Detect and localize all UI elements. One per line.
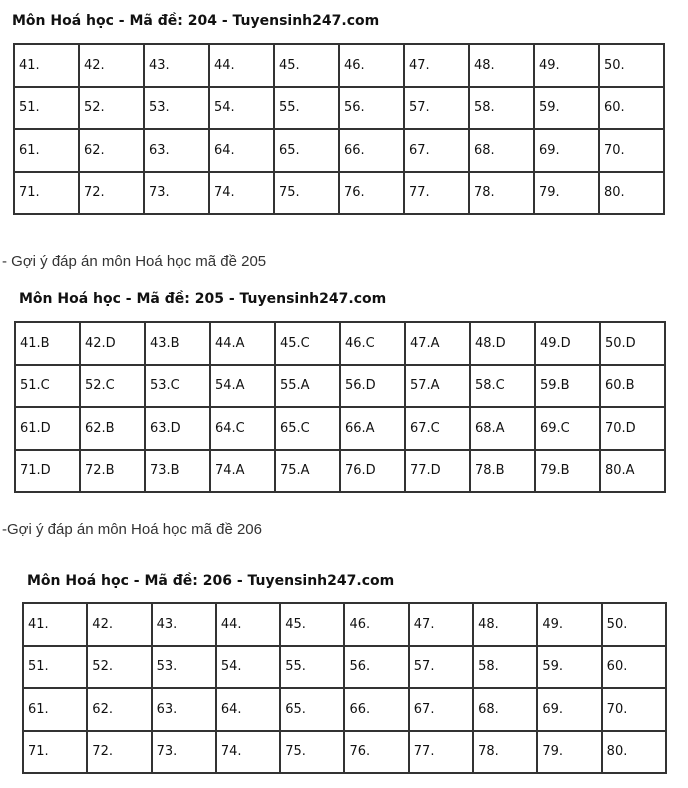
answer-cell: 49. [537, 603, 601, 646]
answer-cell: 57. [404, 87, 469, 130]
answer-cell: 59. [534, 87, 599, 130]
answer-cell: 45. [274, 44, 339, 87]
answer-cell: 75.A [275, 450, 340, 493]
table-row [15, 322, 665, 365]
answer-cell: 44.A [210, 322, 275, 365]
answer-cell: 51. [14, 87, 79, 130]
answer-cell: 47. [409, 603, 473, 646]
table-row [14, 87, 664, 130]
answer-cell: 52. [79, 87, 144, 130]
answer-cell: 79.B [535, 450, 600, 493]
table-row [15, 450, 665, 493]
answer-cell: 57. [409, 646, 473, 689]
answer-cell: 43. [144, 44, 209, 87]
answer-cell: 45. [280, 603, 344, 646]
answer-cell: 48. [473, 603, 537, 646]
answer-cell: 63. [152, 688, 216, 731]
answer-cell: 72. [79, 172, 144, 215]
answer-cell: 61.D [15, 407, 80, 450]
answer-cell: 63.D [145, 407, 210, 450]
answer-cell: 46. [339, 44, 404, 87]
answer-cell: 44. [216, 603, 280, 646]
answer-cell: 68. [473, 688, 537, 731]
answer-cell: 49.D [535, 322, 600, 365]
answer-cell: 69. [534, 129, 599, 172]
answer-cell: 74.A [210, 450, 275, 493]
answer-cell: 56. [344, 646, 408, 689]
answer-cell: 78. [469, 172, 534, 215]
answer-cell: 62. [79, 129, 144, 172]
answer-cell: 50. [602, 603, 666, 646]
answer-block-title: Môn Hoá học - Mã đề: 206 - Tuyensinh247.com [27, 573, 395, 589]
answer-cell: 76.D [340, 450, 405, 493]
answer-cell: 80. [599, 172, 664, 215]
answer-cell: 43. [152, 603, 216, 646]
answer-cell: 80. [602, 731, 666, 774]
answer-cell: 62.B [80, 407, 145, 450]
answer-cell: 79. [534, 172, 599, 215]
answer-block-206 [0, 563, 688, 788]
answer-cell: 42.D [80, 322, 145, 365]
answer-cell: 55. [274, 87, 339, 130]
answer-cell: 74. [216, 731, 280, 774]
answer-cell: 42. [79, 44, 144, 87]
answer-cell: 43.B [145, 322, 210, 365]
answer-cell: 41. [14, 44, 79, 87]
answer-cell: 48. [469, 44, 534, 87]
answer-cell: 69. [537, 688, 601, 731]
answer-cell: 71. [14, 172, 79, 215]
answer-cell: 66. [344, 688, 408, 731]
table-row [14, 129, 664, 172]
answer-cell: 60. [599, 87, 664, 130]
answer-block-204 [0, 0, 688, 238]
answer-cell: 57.A [405, 365, 470, 408]
answer-cell: 53. [144, 87, 209, 130]
answer-cell: 70. [602, 688, 666, 731]
answer-cell: 41.B [15, 322, 80, 365]
table-row [23, 688, 666, 731]
answer-cell: 75. [280, 731, 344, 774]
answer-cell: 67.C [405, 407, 470, 450]
answer-cell: 46. [344, 603, 408, 646]
answer-cell: 72.B [80, 450, 145, 493]
answer-cell: 75. [274, 172, 339, 215]
answer-cell: 72. [87, 731, 151, 774]
answer-cell: 65.C [275, 407, 340, 450]
table-row [14, 172, 664, 215]
answer-cell: 73.B [145, 450, 210, 493]
answer-cell: 58. [473, 646, 537, 689]
answer-cell: 52. [87, 646, 151, 689]
answer-cell: 49. [534, 44, 599, 87]
table-row [23, 603, 666, 646]
answer-block-205 [0, 285, 688, 505]
answer-cell: 77. [404, 172, 469, 215]
answer-cell: 74. [209, 172, 274, 215]
answer-cell: 77.D [405, 450, 470, 493]
answer-cell: 58. [469, 87, 534, 130]
answer-cell: 68. [469, 129, 534, 172]
answer-cell: 61. [23, 688, 87, 731]
answer-cell: 64.C [210, 407, 275, 450]
answer-cell: 66. [339, 129, 404, 172]
answer-cell: 51.C [15, 365, 80, 408]
answer-cell: 67. [404, 129, 469, 172]
answer-cell: 51. [23, 646, 87, 689]
table-row [15, 407, 665, 450]
answer-cell: 60. [602, 646, 666, 689]
answer-cell: 79. [537, 731, 601, 774]
answer-cell: 61. [14, 129, 79, 172]
answer-cell: 50.D [600, 322, 665, 365]
answer-cell: 41. [23, 603, 87, 646]
answer-cell: 55.A [275, 365, 340, 408]
answer-cell: 62. [87, 688, 151, 731]
answer-cell: 42. [87, 603, 151, 646]
answer-cell: 48.D [470, 322, 535, 365]
answer-cell: 56. [339, 87, 404, 130]
table-row [15, 365, 665, 408]
answer-cell: 66.A [340, 407, 405, 450]
answer-cell: 54. [209, 87, 274, 130]
answer-cell: 70.D [600, 407, 665, 450]
answer-cell: 52.C [80, 365, 145, 408]
answer-cell: 54.A [210, 365, 275, 408]
answer-cell: 65. [280, 688, 344, 731]
answer-cell: 59. [537, 646, 601, 689]
answer-cell: 78.B [470, 450, 535, 493]
answer-cell: 59.B [535, 365, 600, 408]
table-row [23, 646, 666, 689]
answer-cell: 54. [216, 646, 280, 689]
answer-cell: 77. [409, 731, 473, 774]
table-row [14, 44, 664, 87]
answer-cell: 63. [144, 129, 209, 172]
answer-cell: 65. [274, 129, 339, 172]
answer-cell: 58.C [470, 365, 535, 408]
answer-cell: 56.D [340, 365, 405, 408]
answer-table [13, 43, 665, 215]
answer-block-title: Môn Hoá học - Mã đề: 204 - Tuyensinh247.com [12, 13, 380, 29]
section-caption: - Gợi ý đáp án môn Hoá học mã đề 205 [2, 253, 267, 270]
answer-cell: 60.B [600, 365, 665, 408]
answer-cell: 64. [216, 688, 280, 731]
answer-cell: 44. [209, 44, 274, 87]
table-row [23, 731, 666, 774]
answer-cell: 80.A [600, 450, 665, 493]
answer-cell: 78. [473, 731, 537, 774]
answer-cell: 70. [599, 129, 664, 172]
answer-cell: 73. [152, 731, 216, 774]
answer-cell: 76. [339, 172, 404, 215]
answer-cell: 67. [409, 688, 473, 731]
answer-table [22, 602, 667, 774]
answer-cell: 45.C [275, 322, 340, 365]
answer-cell: 64. [209, 129, 274, 172]
answer-cell: 73. [144, 172, 209, 215]
answer-cell: 50. [599, 44, 664, 87]
answer-block-title: Môn Hoá học - Mã đề: 205 - Tuyensinh247.com [19, 291, 387, 307]
answer-cell: 47. [404, 44, 469, 87]
answer-cell: 69.C [535, 407, 600, 450]
answer-cell: 53. [152, 646, 216, 689]
answer-cell: 55. [280, 646, 344, 689]
answer-cell: 47.A [405, 322, 470, 365]
answer-cell: 68.A [470, 407, 535, 450]
answer-cell: 53.C [145, 365, 210, 408]
answer-cell: 71. [23, 731, 87, 774]
answer-cell: 46.C [340, 322, 405, 365]
answer-table [14, 321, 666, 493]
answer-cell: 76. [344, 731, 408, 774]
section-caption: -Gợi ý đáp án môn Hoá học mã đề 206 [2, 521, 262, 538]
answer-cell: 71.D [15, 450, 80, 493]
